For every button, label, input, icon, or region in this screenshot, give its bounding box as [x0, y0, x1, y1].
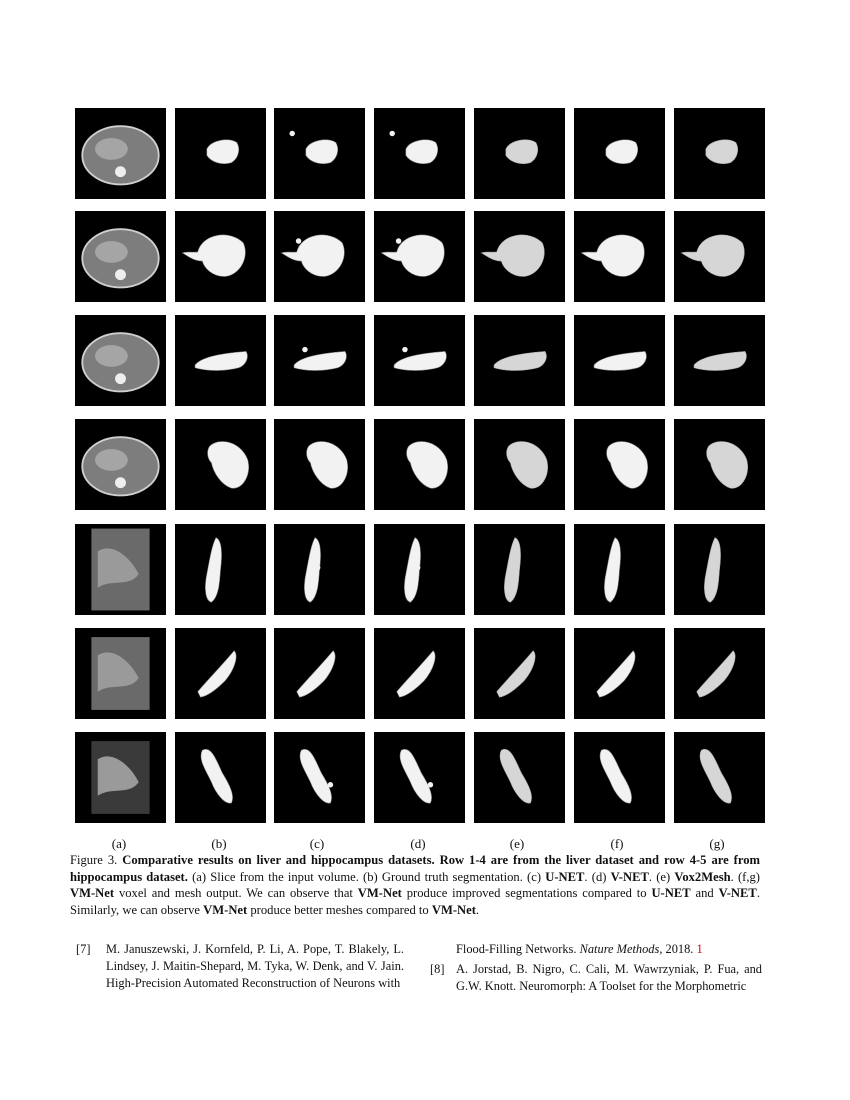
figure-image-row1-input: [75, 108, 166, 199]
figure-image-row3-vmnet-mesh: [674, 315, 765, 406]
voxel-segmentation: [397, 651, 435, 697]
figure-cell-row5-vmnet-voxel: [574, 524, 665, 615]
figure-cell-row3-vox2mesh: [474, 315, 565, 406]
citation-link[interactable]: 1: [696, 942, 703, 956]
caption-d-label: (d): [591, 869, 607, 884]
voxel-segmentation: [201, 749, 233, 803]
figure-cell-row6-vmnet-mesh: [674, 628, 765, 719]
figure-image-row2-unet: [274, 211, 365, 302]
mesh-render: [481, 235, 544, 277]
figure-image-row5-gt: [175, 524, 266, 615]
segmentation-fragment: [328, 782, 333, 787]
figure-cell-row4-gt: [175, 419, 266, 510]
figure-cell-row7-gt: [175, 732, 266, 823]
voxel-segmentation: [381, 235, 444, 277]
mesh-render: [497, 651, 535, 697]
mesh-render: [504, 538, 520, 603]
caption-obs1-f: V-NET: [718, 886, 757, 900]
reference-8-number: [8]: [430, 962, 445, 976]
ct-organ-region: [95, 241, 128, 263]
figure-cell-row4-vmnet-voxel: [574, 419, 665, 510]
figure-image-row7-vnet: [374, 732, 465, 823]
column-label-d: (d): [410, 836, 426, 851]
mesh-render: [707, 442, 748, 489]
figure-image-row6-vmnet-mesh: [674, 628, 765, 719]
figure-image-row1-gt: [175, 108, 266, 199]
ct-spine: [115, 269, 126, 280]
figure-cell-row4-vox2mesh: [474, 419, 565, 510]
figure-cell-row2-gt: [175, 211, 266, 302]
segmentation-fragment: [421, 674, 426, 679]
figure-image-row1-vox2mesh: [474, 108, 565, 199]
ct-organ-region: [95, 138, 128, 160]
figure-cell-row6-unet: [274, 628, 365, 719]
reference-7-number: [7]: [76, 942, 91, 956]
segmentation-fragment: [389, 131, 394, 136]
figure-cell-row5-vmnet-mesh: [674, 524, 765, 615]
ct-spine: [115, 166, 126, 177]
mesh-render: [694, 351, 746, 370]
segmentation-fragment: [289, 131, 294, 136]
mesh-render: [681, 235, 744, 277]
figure-image-row5-unet: [274, 524, 365, 615]
segmentation-fragment: [321, 674, 326, 679]
figure-image-row5-vmnet-voxel: [574, 524, 665, 615]
column-label-f: (f): [610, 836, 624, 851]
figure-image-row3-gt: [175, 315, 266, 406]
voxel-segmentation: [281, 235, 344, 277]
figure-image-row2-input: [75, 211, 166, 302]
figure-image-row7-unet: [274, 732, 365, 823]
figure-cell-row7-vox2mesh: [474, 732, 565, 823]
figure-image-row1-vnet: [374, 108, 465, 199]
figure-image-row5-vox2mesh: [474, 524, 565, 615]
figure-cell-row5-gt: [175, 524, 266, 615]
reference-7-text: M. Januszewski, J. Kornfeld, P. Li, A. Pope, T. Blakely, L. Lindsey, J. Maitin-Shepard, M. Tyka, W. Denk, and V. Jain. High-Precision Automated Reconstruction of Neurons with: [106, 942, 404, 990]
figure-cell-row1-vox2mesh: [474, 108, 565, 199]
figure-image-row3-vox2mesh: [474, 315, 565, 406]
figure-cell-row2-unet: [274, 211, 365, 302]
figure-image-row1-vmnet-mesh: [674, 108, 765, 199]
caption-obs2-d: VM-Net: [431, 902, 476, 917]
segmentation-fragment: [409, 455, 414, 460]
reference-8-text: A. Jorstad, B. Nigro, C. Cali, M. Wawrzyniak, P. Fua, and G.W. Knott. Neuromorph: A Toolset for the Morphometric: [456, 962, 762, 993]
voxel-segmentation: [581, 235, 644, 277]
figure-image-row7-input: [75, 732, 166, 823]
voxel-segmentation: [394, 351, 446, 370]
figure-image-row2-vmnet-voxel: [574, 211, 665, 302]
figure-cell-row5-vnet: [374, 524, 465, 615]
figure-image-row2-gt: [175, 211, 266, 302]
caption-b: (b) Ground truth segmentation.: [363, 869, 523, 884]
voxel-segmentation: [198, 651, 236, 697]
figure-image-row7-gt: [175, 732, 266, 823]
caption-obs1-d: U-NET: [651, 886, 691, 900]
figure-cell-row6-input: [75, 628, 166, 719]
figure-cell-row5-unet: [274, 524, 365, 615]
figure-cell-row4-unet: [274, 419, 365, 510]
figure-cell-row2-input: [75, 211, 166, 302]
segmentation-fragment: [296, 238, 301, 243]
segmentation-fragment: [302, 347, 307, 352]
ct-spine: [115, 373, 126, 384]
voxel-segmentation: [607, 442, 648, 489]
column-label-e: (e): [509, 836, 525, 851]
caption-title: Comparative results on liver and hippocampus datasets.: [122, 853, 435, 867]
voxel-segmentation: [207, 140, 239, 164]
figure-image-row7-vmnet-mesh: [674, 732, 765, 823]
voxel-segmentation: [306, 140, 338, 164]
figure-image-row4-vmnet-mesh: [674, 419, 765, 510]
caption-obs2-b: VM-Net: [203, 902, 248, 917]
figure-cell-row3-gt: [175, 315, 266, 406]
reference-7-journal: Nature Methods: [579, 942, 660, 956]
voxel-segmentation: [600, 749, 632, 803]
figure-image-row5-vmnet-mesh: [674, 524, 765, 615]
figure-image-row7-vox2mesh: [474, 732, 565, 823]
figure-image-row6-vnet: [374, 628, 465, 719]
figure-image-row1-vmnet-voxel: [574, 108, 665, 199]
caption-e-method: Vox2Mesh: [674, 869, 731, 884]
figure-cell-row6-vox2mesh: [474, 628, 565, 719]
figure-caption: Figure 3. Comparative results on liver and hippocampus datasets. Row 1-4 are from the liver dataset and row 4-5 are from hippocampus dataset. (a) Slice from the input volume. (b) Ground truth segmentation. (c) U-NET. (d) V-NET. (e) Vox2Mesh. (f,g) VM-Net voxel and mesh output. We can observe that VM-Net produce improved segmentations compared to U-NET and V-NET. Similarly, we can observe VM-Net produce better meshes compared to VM-Net.: [70, 853, 760, 917]
figure-cell-row1-vnet: [374, 108, 465, 199]
figure-image-row6-gt: [175, 628, 266, 719]
figure-image-row4-vnet: [374, 419, 465, 510]
voxel-segmentation: [205, 538, 221, 603]
figure-cell-row2-vmnet-mesh: [674, 211, 765, 302]
figure-cell-row4-vmnet-mesh: [674, 419, 765, 510]
segmentation-fragment: [309, 455, 314, 460]
figure-cell-row2-vox2mesh: [474, 211, 565, 302]
figure-image-row3-vmnet-voxel: [574, 315, 665, 406]
figure-cell-row1-vmnet-voxel: [574, 108, 665, 199]
caption-fg-label: (f,g): [737, 869, 760, 884]
voxel-segmentation: [597, 651, 635, 697]
ct-organ-region: [95, 449, 128, 471]
column-label-c: (c): [309, 836, 325, 851]
voxel-segmentation: [195, 351, 247, 370]
caption-d-method: V-NET: [610, 869, 649, 884]
figure-image-row5-input: [75, 524, 166, 615]
caption-obs2-c: produce better meshes compared to: [250, 902, 429, 917]
figure-image-row3-input: [75, 315, 166, 406]
mesh-render: [506, 140, 538, 164]
figure-image-row6-vmnet-voxel: [574, 628, 665, 719]
figure-cell-row2-vnet: [374, 211, 465, 302]
mesh-render: [500, 749, 532, 803]
mesh-render: [697, 651, 735, 697]
caption-obs2-a: Similarly, we can observe: [70, 902, 200, 917]
figure-cell-row6-vnet: [374, 628, 465, 719]
figure-image-row5-vnet: [374, 524, 465, 615]
voxel-segmentation: [604, 538, 620, 603]
caption-obs1-e: and: [695, 886, 714, 900]
voxel-segmentation: [182, 235, 245, 277]
column-label-g: (g): [709, 836, 725, 851]
reference-7-cont-year: , 2018.: [659, 942, 694, 956]
figure-cell-row5-input: [75, 524, 166, 615]
caption-bold-sentence: Row 1-4 are from the liver dataset and row 4-5 are from hippocampus dataset.: [70, 853, 760, 884]
figure-image-row3-vnet: [374, 315, 465, 406]
figure-cell-row3-vnet: [374, 315, 465, 406]
figure-cell-row7-vnet: [374, 732, 465, 823]
caption-c-label: (c): [527, 869, 542, 884]
figure-cell-row4-vnet: [374, 419, 465, 510]
figure-cell-row3-vmnet-voxel: [574, 315, 665, 406]
voxel-segmentation: [297, 651, 335, 697]
figure-image-row1-unet: [274, 108, 365, 199]
segmentation-fragment: [402, 347, 407, 352]
figure-cell-row6-gt: [175, 628, 266, 719]
caption-obs1-b: VM-Net: [357, 886, 402, 900]
reference-7-continued: [456, 941, 761, 958]
column-label-a: (a): [111, 836, 127, 851]
segmentation-fragment: [396, 238, 401, 243]
caption-a: (a) Slice from the input volume.: [192, 869, 359, 884]
figure-cell-row3-input: [75, 315, 166, 406]
voxel-segmentation: [594, 351, 646, 370]
figure-cell-row7-unet: [274, 732, 365, 823]
mesh-render: [494, 351, 546, 370]
figure-cell-row3-unet: [274, 315, 365, 406]
caption-prefix: Figure 3.: [70, 853, 118, 867]
voxel-segmentation: [208, 442, 249, 489]
figure-cell-row2-vmnet-voxel: [574, 211, 665, 302]
caption-obs1-a: We can observe that: [246, 886, 353, 900]
figure-image-row4-vox2mesh: [474, 419, 565, 510]
figure-cell-row1-unet: [274, 108, 365, 199]
figure-image-row6-vox2mesh: [474, 628, 565, 719]
figure-cell-row1-gt: [175, 108, 266, 199]
figure-image-row2-vnet: [374, 211, 465, 302]
voxel-segmentation: [406, 140, 438, 164]
mesh-render: [700, 749, 732, 803]
caption-c-method: U-NET: [545, 869, 585, 884]
figure-image-row7-vmnet-voxel: [574, 732, 665, 823]
column-label-b: (b): [211, 836, 227, 851]
segmentation-fragment: [315, 565, 320, 570]
figure-image-row2-vmnet-mesh: [674, 211, 765, 302]
figure-cell-row7-input: [75, 732, 166, 823]
figure-image-row2-vox2mesh: [474, 211, 565, 302]
segmentation-fragment: [415, 565, 420, 570]
mesh-render: [704, 538, 720, 603]
figure-image-row4-gt: [175, 419, 266, 510]
figure-cell-row7-vmnet-mesh: [674, 732, 765, 823]
figure-image-row4-unet: [274, 419, 365, 510]
caption-obs1-c: produce improved segmentations compared to: [406, 886, 647, 900]
segmentation-fragment: [428, 782, 433, 787]
voxel-segmentation: [606, 140, 638, 164]
ct-spine: [115, 477, 126, 488]
figure-cell-row5-vox2mesh: [474, 524, 565, 615]
voxel-segmentation: [407, 442, 448, 489]
figure-image-row4-input: [75, 419, 166, 510]
figure-cell-row3-vmnet-mesh: [674, 315, 765, 406]
figure-image-row6-unet: [274, 628, 365, 719]
figure-image-row4-vmnet-voxel: [574, 419, 665, 510]
caption-e-label: (e): [656, 869, 671, 884]
reference-7-cont-text: Flood-Filling Networks.: [456, 942, 577, 956]
figure-cell-row6-vmnet-voxel: [574, 628, 665, 719]
caption-fg-method: VM-Net: [70, 886, 115, 900]
mesh-render: [507, 442, 548, 489]
figure-cell-row1-vmnet-mesh: [674, 108, 765, 199]
figure-cell-row4-input: [75, 419, 166, 510]
voxel-segmentation: [300, 749, 332, 803]
figure-cell-row7-vmnet-voxel: [574, 732, 665, 823]
figure-image-row6-input: [75, 628, 166, 719]
caption-fg-text: voxel and mesh output.: [118, 886, 242, 900]
mesh-render: [706, 140, 738, 164]
figure-cell-row1-input: [75, 108, 166, 199]
voxel-segmentation: [307, 442, 348, 489]
ct-organ-region: [95, 345, 128, 367]
voxel-segmentation: [400, 749, 432, 803]
voxel-segmentation: [294, 351, 346, 370]
figure-image-row3-unet: [274, 315, 365, 406]
